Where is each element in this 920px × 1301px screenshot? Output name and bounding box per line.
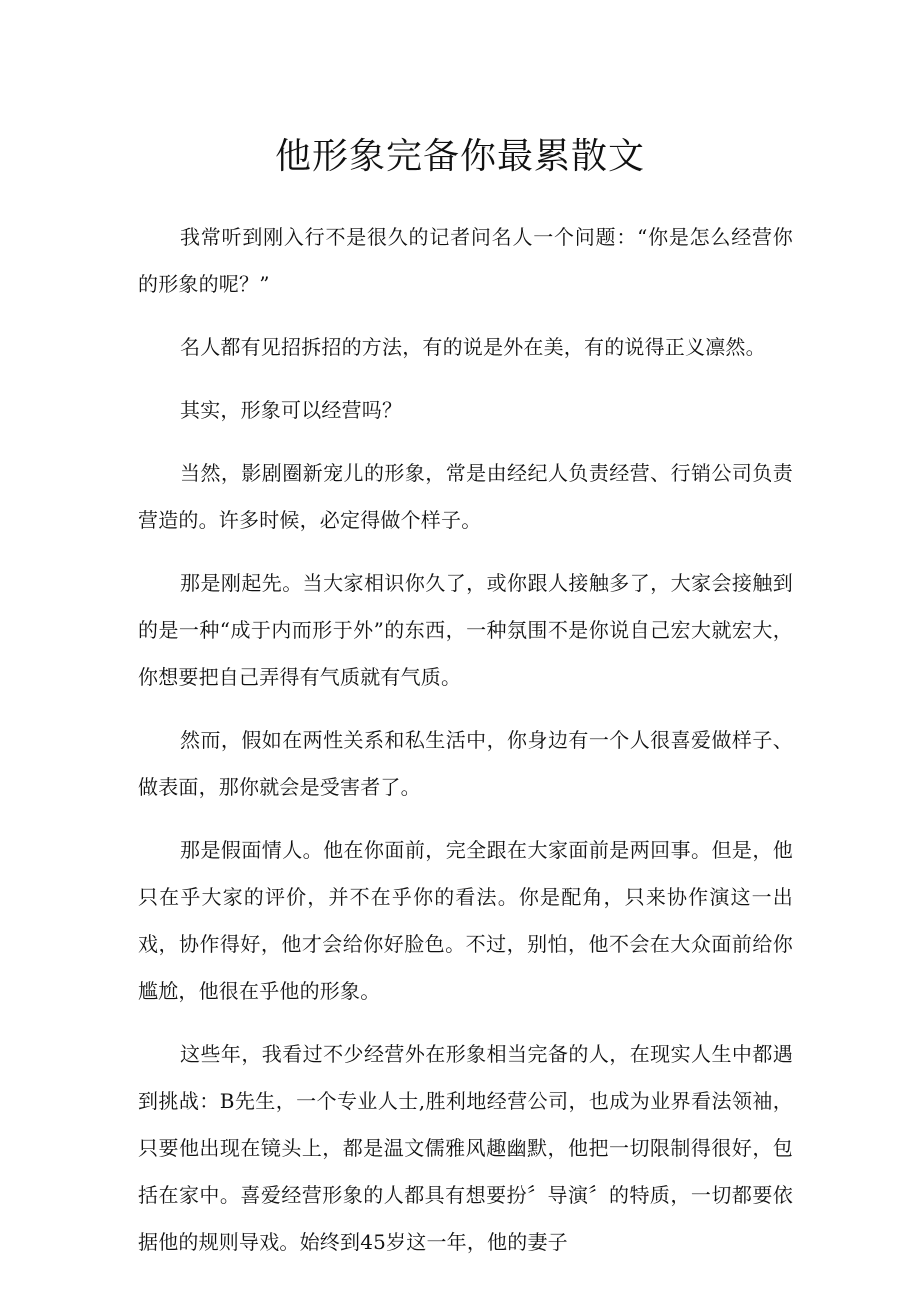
paragraph-6: 然而，假如在两性关系和私生活中，你身边有一个人很喜爱做样子、做表面，那你就会是受害者了。 <box>138 728 793 799</box>
document-title: 他形象完备你最累散文 <box>274 136 645 177</box>
paragraph-5: 那是刚起先。当大家相识你久了，或你跟人接触多了，大家会接触到的是一种“成于内而形于外”的东西，一种氛围不是你说自己宏大就宏大，你想要把自己弄得有气质就有气质。 <box>138 571 793 689</box>
paragraph-7: 那是假面情人。他在你面前，完全跟在大家面前是两回事。但是，他只在乎大家的评价，并不在乎你的看法。你是配角，只来协作演这一出戏，协作得好，他才会给你好脸色。不过，别怕，他不会在大众面前给你尴尬，他很在乎他的形象。 <box>138 838 793 1003</box>
paragraph-4: 当然，影剧圈新宠儿的形象，常是由经纪人负责经营、行销公司负责营造的。许多时候，必定得做个样子。 <box>138 461 793 532</box>
paragraph-1: 我常听到刚入行不是很久的记者问名人一个问题：“你是怎么经营你的形象的呢？” <box>138 225 793 296</box>
paragraph-3: 其实，形象可以经营吗？ <box>180 398 403 422</box>
document-body <box>138 214 793 1282</box>
paragraph-8: 这些年，我看过不少经营外在形象相当完备的人，在现实人生中都遇到挑战：B先生，一个专业人士,胜利地经营公司，也成为业界看法领袖，只要他出现在镜头上，都是温文儒雅风趣幽默，他把一切限制得很好，包括在家中。喜爱经营形象的人都具有想要扮〞导演〞的特质，一切都要依据他的规则导戏。始终到45岁这一年，他的妻子 <box>138 1042 793 1254</box>
paragraph-2: 名人都有见招拆招的方法，有的说是外在美，有的说得正义凛然。 <box>180 335 766 359</box>
